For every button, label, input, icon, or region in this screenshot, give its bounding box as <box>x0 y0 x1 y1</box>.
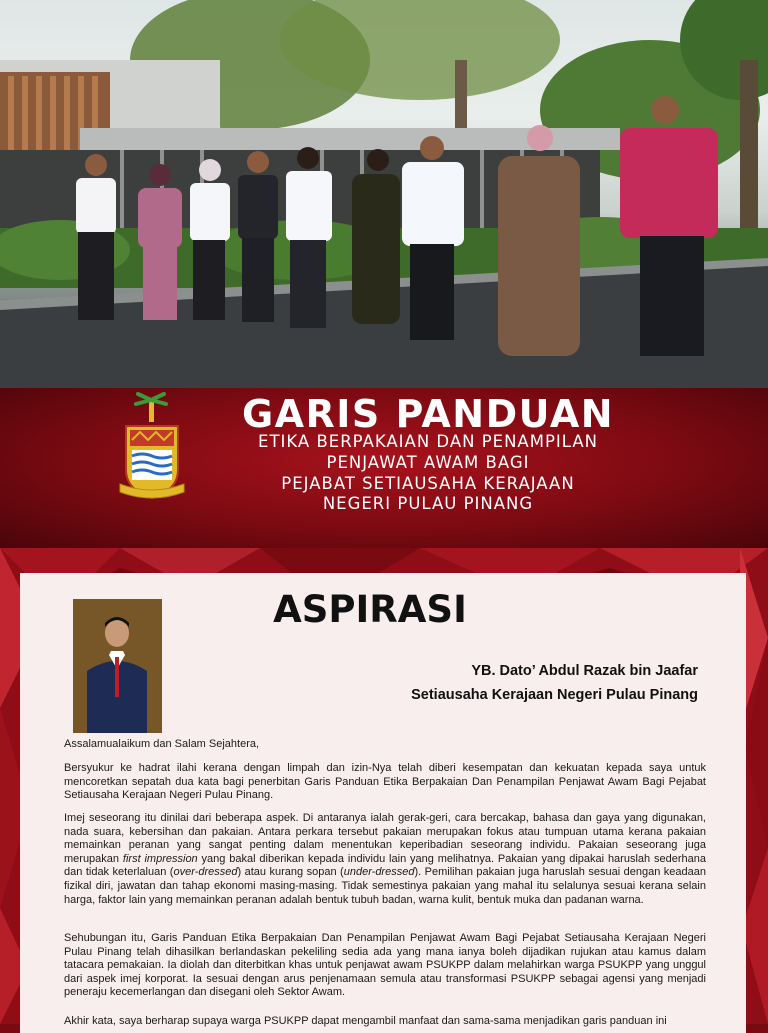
paragraph-3: Sehubungan itu, Garis Panduan Etika Berpakaian Dan Penampilan Penjawat Awam Bagi Pejabat Setiausaha Kerajaan Negeri Pulau Pinang telah dihasilkan berlandaskan pekeliling sedia ada yang mana ianya boleh dijadikan rujukan atau kamus dalam tatacara pemakaian. Ia diolah dan diterbitkan khas untuk penjawat awam PSUKPP dalam melahirkan warga PSUKPP yang unggul dari aspek imej korporat. Ia sesuai dengan arus penjenamaan semula atau transformasi PSUKPP sebagai agensi yang menjadi peneraju kecemerlangan dan disegani oleh Sektor Awam. <box>64 932 706 999</box>
author-name: YB. Dato’ Abdul Razak bin Jaafar <box>471 663 698 679</box>
subtitle-line-2: PENJAWAT AWAM BAGI <box>326 453 530 472</box>
paragraph-1: Bersyukur ke hadrat ilahi kerana dengan limpah dan izin-Nya telah diberi kesempatan dan kekuatan kepada saya untuk mencoretkan sepatah dua kata bagi penerbitan Garis Panduan Etika Berpakaian Dan Penampilan Penjawat Awam Bagi Pejabat Setiausaha Kerajaan Negeri Pulau Pinang. <box>64 762 706 802</box>
greeting: Assalamualaikum dan Salam Sejahtera, <box>64 738 260 750</box>
subtitle-line-1: ETIKA BERPAKAIAN DAN PENAMPILAN <box>258 432 598 451</box>
subtitle-line-4: NEGERI PULAU PINANG <box>322 494 534 513</box>
official-portrait <box>73 599 162 733</box>
group-walking-photo <box>0 0 768 388</box>
document-title: GARIS PANDUAN <box>241 392 615 436</box>
author-title: Setiausaha Kerajaan Negeri Pulau Pinang <box>411 687 698 703</box>
paragraph-4: Akhir kata, saya berharap supaya warga PSUKPP dapat mengambil manfaat dan sama-sama menjadikan garis panduan ini <box>64 1015 667 1027</box>
emphasis-under-dressed: under-dressed <box>343 866 415 879</box>
section-heading: ASPIRASI <box>273 588 467 631</box>
emphasis-over-dressed: over-dressed <box>173 866 238 879</box>
paragraph-2: Imej seseorang itu dinilai dari beberapa aspek. Di antaranya ialah gerak-geri, cara bercakap, bahasa dan gaya yang digunakan, nada suara, kebersihan dan pakaian. Antara perkara tersebut pakaian merupakan fokus atau tumpuan utama kerana pakaian memainkan peranan yang sangat penting dalam menentukan keperibadian seseorang individu. Pakaian seseorang juga merupakan first impression yang bakal diberikan kepada individu lain yang melihatnya. Pakaian yang dipakai haruslah sederhana dan tidak keterlaluan (over-dressed) atau kurang sopan (under-dressed). Pemilihan pakaian juga haruslah sesuai dengan keadaan fizikal diri, jawatan dan tahap ekonomi masing-masing. Tidak semestinya pakaian yang mahal itu selalunya sesuai kerana selain harga, faktor lain yang memainkan peranan adalah bentuk tubuh badan, warna kulit, bentuk muka dan padanan warna. <box>64 812 706 906</box>
subtitle-line-3: PEJABAT SETIAUSAHA KERAJAAN <box>281 474 575 493</box>
penang-crest-icon <box>118 392 186 504</box>
emphasis-first-impression: first impression <box>122 852 198 865</box>
hero-photo <box>0 0 768 388</box>
